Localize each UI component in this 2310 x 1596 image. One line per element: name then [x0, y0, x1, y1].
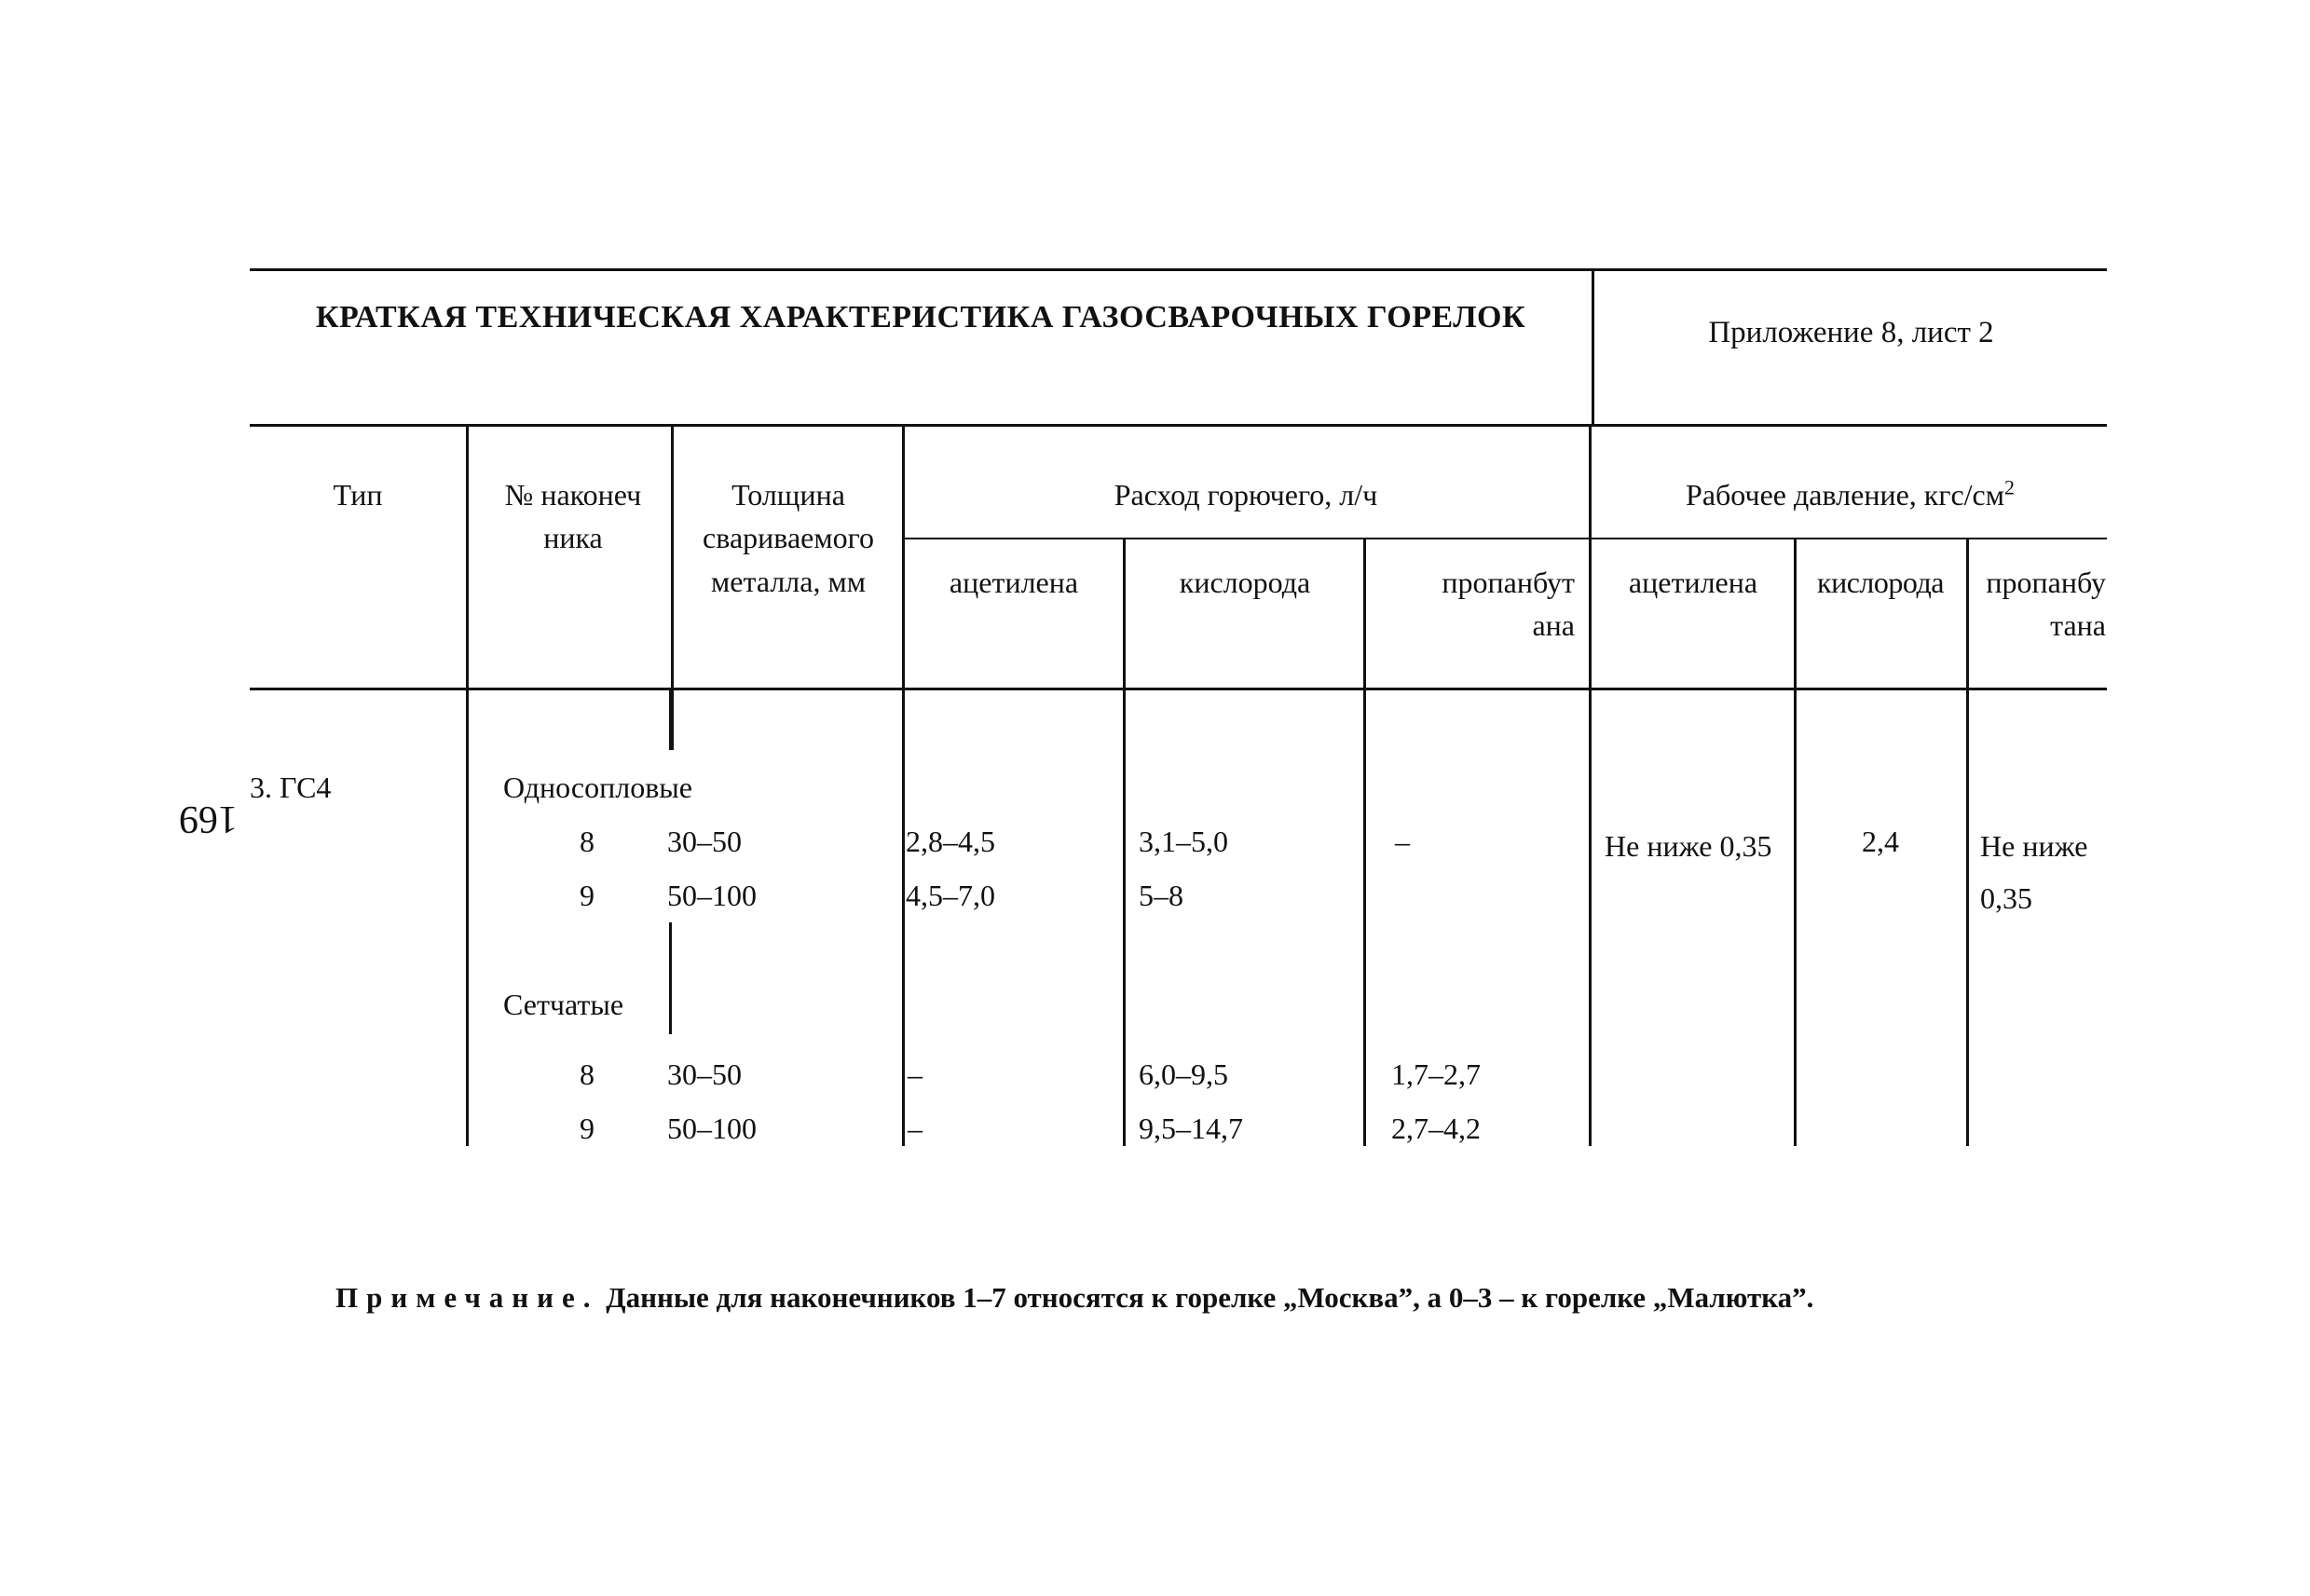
pressure-oxygen-value: 2,4 — [1862, 825, 1899, 858]
group-label: Односопловые — [503, 771, 692, 804]
header-fuel-consumption: Расход горючего, л/ч — [1114, 478, 1378, 512]
col-line-8 — [1966, 539, 1969, 1146]
header-bottom-border — [250, 688, 2107, 690]
table-row-thickness: 50–100 — [667, 1112, 757, 1145]
footnote-label: Примечание. — [335, 1281, 599, 1314]
table-row-thickness: 30–50 — [667, 1057, 742, 1091]
header-pressure — [1593, 473, 2107, 516]
title-divider — [1592, 268, 1594, 427]
footnote — [335, 1281, 1813, 1315]
header-tip-number: № наконечника — [504, 478, 642, 555]
col-line-2-body-a — [669, 689, 672, 750]
table-row-acetylene: 4,5–7,0 — [906, 879, 995, 912]
header-thickness: Толщина свариваемого металла, мм — [703, 478, 874, 598]
footnote-text: Данные для наконечников 1–7 относятся к горелке „Москва”, а 0–3 – к горелке „Малютка”. — [606, 1281, 1814, 1314]
header-pressure-text: Рабочее давление, кгс/см — [1686, 478, 2004, 512]
subheader-propane: пропанбутана — [1442, 566, 1575, 643]
col-line-4 — [1123, 539, 1126, 1146]
table-row-propane: – — [1395, 825, 1410, 858]
page-number: 169 — [179, 798, 238, 840]
table-row-tip: 8 — [580, 825, 595, 858]
table-row-propane: 2,7–4,2 — [1391, 1112, 1481, 1145]
burner-type: 3. ГС4 — [250, 771, 332, 804]
col-line-3 — [902, 424, 905, 1146]
table-row-oxygen: 9,5–14,7 — [1139, 1112, 1243, 1145]
subheader-pressure-acetylene: ацетилена — [1628, 566, 1758, 599]
table-row-tip: 9 — [580, 1112, 595, 1145]
subheader-pressure-oxygen: кислорода — [1817, 566, 1944, 599]
table-row-thickness: 30–50 — [667, 825, 742, 858]
header-type: Тип — [333, 478, 383, 512]
table-row-propane: 1,7–2,7 — [1391, 1057, 1481, 1091]
header-pressure-sup: 2 — [2003, 475, 2015, 499]
subheader-acetylene: ацетилена — [949, 566, 1079, 599]
table-row-tip: 8 — [580, 1057, 595, 1091]
subheader-oxygen: кислорода — [1179, 566, 1311, 599]
col-line-1 — [466, 424, 469, 1146]
table-row-acetylene: – — [908, 1057, 923, 1091]
appendix-label: Приложение 8, лист 2 — [1708, 316, 1994, 349]
table-row-acetylene: 2,8–4,5 — [906, 825, 995, 858]
table-row-oxygen: 6,0–9,5 — [1139, 1057, 1228, 1091]
table-row-oxygen: 5–8 — [1139, 879, 1183, 912]
table-row-oxygen: 3,1–5,0 — [1139, 825, 1228, 858]
table-top-border — [250, 268, 2107, 271]
col-line-2-body-b — [669, 922, 672, 1034]
title-bottom-border — [250, 424, 2107, 427]
table-row-tip: 9 — [580, 879, 595, 912]
col-line-6 — [1589, 424, 1592, 1146]
table-row-acetylene: – — [908, 1112, 923, 1145]
subheader-pressure-propane: пропанбутана — [1986, 566, 2106, 643]
col-line-5 — [1363, 539, 1366, 1146]
pressure-propane-value: Не ниже 0,35 — [1980, 829, 2088, 915]
subheader-rule — [902, 538, 2107, 539]
pressure-acetylene-value: Не ниже 0,35 — [1605, 829, 1772, 863]
table-row-thickness: 50–100 — [667, 879, 757, 912]
group-label: Сетчатые — [503, 988, 624, 1021]
table-title: КРАТКАЯ ТЕХНИЧЕСКАЯ ХАРАКТЕРИСТИКА ГАЗОСВАРОЧНЫХ ГОРЕЛОК — [315, 300, 1526, 334]
